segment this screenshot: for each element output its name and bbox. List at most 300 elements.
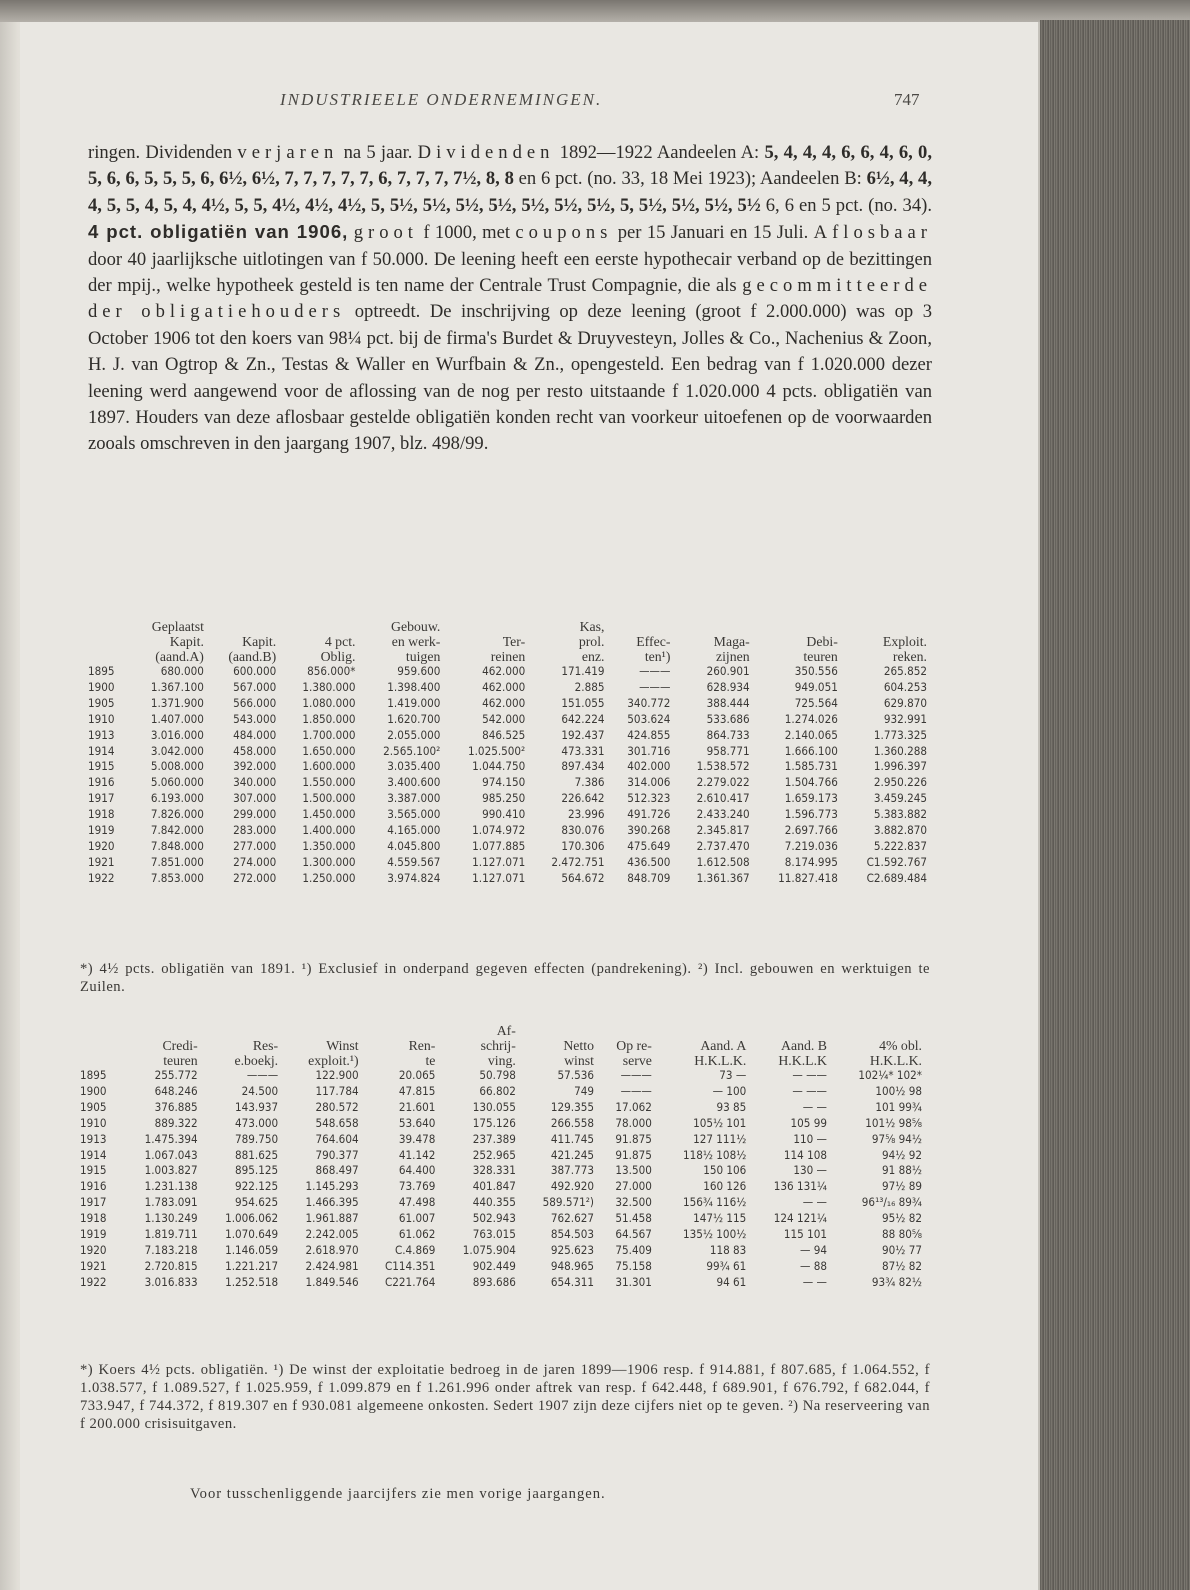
value-cell: 1.783.091	[144, 1195, 198, 1210]
value-cell: 1.666.100	[784, 743, 838, 758]
value-cell: 1.819.711	[144, 1227, 198, 1242]
column-header: serve	[622, 1053, 652, 1068]
value-cell: 266.558	[550, 1115, 594, 1130]
value-cell: 1.221.217	[225, 1258, 279, 1273]
value-cell: 2.720.815	[144, 1258, 198, 1273]
spaced-term: verjaren	[237, 142, 339, 163]
value-cell: 5.008.000	[150, 759, 204, 774]
table-row	[80, 1243, 925, 1259]
column-header: tuigen	[405, 649, 441, 664]
column-header	[841, 619, 930, 634]
value-cell: 4.559.567	[387, 854, 441, 869]
value-cell: 277.000	[233, 838, 277, 853]
value-cell: 156¾ 116½	[682, 1195, 747, 1210]
value-cell: 789.750	[235, 1131, 279, 1146]
value-cell: — 88	[799, 1258, 827, 1273]
year-cell: 1920	[88, 838, 115, 853]
value-cell: 763.015	[472, 1227, 516, 1242]
column-header	[597, 1023, 655, 1038]
value-cell: 350.556	[794, 664, 838, 678]
column-header	[753, 619, 841, 634]
value-cell: 102¼* 102*	[858, 1068, 922, 1082]
value-cell: C.4.869	[394, 1242, 436, 1257]
value-cell: 1.850.000	[302, 711, 356, 726]
value-cell: 567.000	[233, 679, 277, 694]
value-cell: 421.245	[550, 1147, 594, 1162]
table-body	[80, 1068, 925, 1291]
value-cell: 1.130.249	[144, 1211, 198, 1226]
column-header: (aand.B)	[228, 649, 277, 664]
text-run: en 6 pct. (no. 33, 18 Mei 1923); Aandeelen B:	[513, 168, 867, 190]
column-header: enz.	[581, 649, 605, 664]
value-cell: 2.055.000	[387, 727, 441, 742]
text-run: ringen. Dividenden	[88, 142, 238, 163]
year-cell: 1905	[80, 1099, 107, 1114]
value-cell: 87½ 82	[882, 1258, 922, 1273]
value-cell: — —	[802, 1274, 827, 1289]
header-row	[88, 649, 930, 664]
value-cell: 830.076	[561, 823, 605, 838]
value-cell: 90½ 77	[882, 1242, 922, 1257]
table-row	[88, 744, 930, 760]
value-cell: 897.434	[561, 759, 605, 774]
value-cell: 31.301	[615, 1274, 652, 1289]
value-cell: 7.853.000	[150, 870, 204, 885]
value-cell: 642.224	[561, 711, 605, 726]
dividend-list-a: 5, 4, 4, 4, 6, 6, 4, 6, 0, 5, 6, 6, 5, 5, 5, 6, 6½, 6½, 7, 7, 7, 7, 7, 6, 7, 7, 7, 7½, 8, 8	[88, 142, 932, 190]
value-cell: 1.620.700	[387, 711, 441, 726]
table-row	[80, 1227, 925, 1243]
book-page-edges	[1040, 20, 1190, 1590]
value-cell: 75.158	[615, 1258, 652, 1273]
value-cell: C221.764	[385, 1274, 436, 1289]
value-cell: 2.737.470	[696, 838, 750, 853]
value-cell: 436.500	[627, 854, 671, 869]
column-header	[88, 634, 128, 649]
value-cell: 1.371.900	[150, 695, 204, 710]
value-cell: 2.140.065	[784, 727, 838, 742]
table-row	[88, 823, 930, 839]
year-cell: 1895	[80, 1068, 107, 1082]
value-cell: 5.060.000	[150, 775, 204, 790]
value-cell: 881.625	[235, 1147, 279, 1162]
value-cell: 135½ 100½	[682, 1227, 747, 1242]
value-cell: 864.733	[706, 727, 750, 742]
value-cell: 226.642	[561, 791, 605, 806]
value-cell: 110 —	[793, 1131, 827, 1146]
value-cell: 88 80⅝	[882, 1227, 922, 1242]
year-cell: 1913	[88, 727, 115, 742]
value-cell: 3.387.000	[387, 791, 441, 806]
value-cell: 402.000	[627, 759, 671, 774]
column-header: 4 pct.	[324, 634, 356, 649]
value-cell: 147½ 115	[693, 1211, 747, 1226]
value-cell: 390.268	[627, 823, 671, 838]
value-cell: 543.000	[233, 711, 277, 726]
text-run: na 5 jaar.	[338, 142, 418, 163]
value-cell: 725.564	[794, 695, 838, 710]
table-row	[80, 1100, 925, 1116]
column-header: ving.	[487, 1053, 516, 1068]
value-cell: 948.965	[550, 1258, 594, 1273]
value-cell: 78.000	[615, 1115, 652, 1130]
value-cell: 654.311	[550, 1274, 594, 1289]
value-cell: 160 126	[703, 1179, 747, 1194]
value-cell: 96¹³/₁₆ 89¾	[861, 1195, 922, 1210]
value-cell: 387.773	[550, 1163, 594, 1178]
column-header: H.K.L.K	[778, 1053, 827, 1068]
value-cell: 299.000	[233, 807, 277, 822]
value-cell: — ——	[792, 1068, 827, 1082]
value-cell: 3.459.245	[873, 791, 927, 806]
value-cell: 64.400	[398, 1163, 436, 1178]
value-cell: 41.142	[398, 1147, 436, 1162]
value-cell: 895.125	[235, 1163, 279, 1178]
value-cell: 39.478	[398, 1131, 436, 1146]
spaced-term: Aflosbaar	[813, 222, 932, 244]
value-cell: — ——	[792, 1083, 827, 1098]
value-cell: 283.000	[233, 823, 277, 838]
text-run: per 15 Januari en 15 Juli.	[612, 222, 814, 244]
dividend-list-b: 6½, 4, 4, 4, 5, 5, 4, 5, 4, 4½, 5, 5, 4½, 4½, 4½, 5, 5½, 5½, 5½, 5½, 5½, 5½, 5½, 5, 5½, 5½, 5½, 5½	[88, 168, 932, 216]
value-cell: 424.855	[627, 727, 671, 742]
value-cell: 7.386	[574, 775, 605, 790]
year-cell: 1910	[88, 711, 115, 726]
column-header: H.K.L.K.	[869, 1053, 922, 1068]
table-row	[88, 680, 930, 696]
value-cell: 61.007	[398, 1211, 436, 1226]
value-cell: 93 85	[716, 1099, 747, 1114]
value-cell: 151.055	[561, 695, 605, 710]
value-cell: 604.253	[883, 679, 927, 694]
value-cell: 192.437	[561, 727, 605, 742]
value-cell: 1.145.293	[305, 1179, 359, 1194]
value-cell: 93¾ 82½	[871, 1274, 922, 1289]
column-header	[80, 1038, 120, 1053]
table-row	[88, 807, 930, 823]
value-cell: 1.380.000	[302, 679, 356, 694]
value-cell: 401.847	[472, 1179, 516, 1194]
section-heading: 4 pct. obligatiën van 1906,	[88, 221, 349, 243]
column-header	[608, 619, 674, 634]
column-header	[443, 619, 528, 634]
value-cell: 475.649	[627, 838, 671, 853]
text-run: 6, 6 en 5 pct. (no. 34).	[760, 194, 932, 216]
table-row	[80, 1163, 925, 1179]
value-cell: 32.500	[615, 1195, 652, 1210]
value-cell: 749	[574, 1083, 594, 1098]
value-cell: 1.003.827	[144, 1163, 198, 1178]
value-cell: 175.126	[472, 1115, 516, 1130]
value-cell: 5.222.837	[873, 838, 927, 853]
column-header: Debi-	[806, 634, 838, 649]
column-header: prol.	[578, 634, 605, 649]
value-cell: 117.784	[315, 1083, 359, 1098]
value-cell: — —	[802, 1099, 827, 1114]
value-cell: 1.450.000	[302, 807, 356, 822]
column-header: winst	[564, 1053, 594, 1068]
value-cell: 17.062	[615, 1099, 652, 1114]
value-cell: 75.409	[615, 1242, 652, 1257]
value-cell: 274.000	[233, 854, 277, 869]
value-cell: 440.355	[472, 1195, 516, 1210]
value-cell: 628.934	[706, 679, 750, 694]
value-cell: 1.127.071	[472, 854, 526, 869]
year-cell: 1916	[80, 1179, 107, 1194]
year-cell: 1919	[88, 823, 115, 838]
year-cell: 1900	[80, 1083, 107, 1098]
value-cell: C1.592.767	[866, 854, 927, 869]
value-cell: 314.006	[627, 775, 671, 790]
value-cell: 533.686	[706, 711, 750, 726]
value-cell: 3.042.000	[150, 743, 204, 758]
value-cell: 2.697.766	[784, 823, 838, 838]
table-row	[88, 759, 930, 775]
value-cell: 1.600.000	[302, 759, 356, 774]
value-cell: 3.974.824	[387, 870, 441, 885]
value-cell: 124 121¼	[773, 1211, 827, 1226]
column-header: Netto	[563, 1038, 594, 1053]
value-cell: — 100	[712, 1083, 747, 1098]
value-cell: 3.882.870	[873, 823, 927, 838]
value-cell: 1.475.394	[144, 1131, 198, 1146]
value-cell: 473.000	[235, 1115, 279, 1130]
value-cell: 7.826.000	[150, 807, 204, 822]
value-cell: 2.433.240	[696, 807, 750, 822]
value-cell: 954.625	[235, 1195, 279, 1210]
table-row	[80, 1068, 925, 1084]
year-cell: 1917	[88, 791, 115, 806]
value-cell: 57.536	[557, 1068, 594, 1082]
value-cell: 3.016.833	[144, 1274, 198, 1289]
column-header	[88, 649, 128, 664]
value-cell: 130.055	[472, 1099, 516, 1114]
value-cell: 764.604	[315, 1131, 359, 1146]
column-header: exploit.¹)	[308, 1053, 359, 1068]
value-cell: 411.745	[550, 1131, 594, 1146]
year-cell: 1914	[80, 1147, 107, 1162]
table-body	[88, 664, 930, 887]
value-cell: 990.410	[482, 807, 526, 822]
value-cell: 115 101	[783, 1227, 827, 1242]
value-cell: 143.937	[235, 1099, 279, 1114]
column-header: teuren	[163, 1053, 198, 1068]
header-row	[80, 1053, 925, 1068]
value-cell: 1.659.173	[784, 791, 838, 806]
value-cell: 171.419	[561, 664, 605, 678]
value-cell: 1.146.059	[225, 1242, 279, 1257]
column-header	[88, 619, 128, 634]
text-run: optreedt. De inschrijving op deze leening (groot f 2.000.000) was op 3 October 1906 tot den koers van 98¼ pct. bij de firma's Burdet & Druyvesteyn, Jolles & Co., Nachenius & Zoon, H. J. van Ogtrop & Zn., Testas & Waller en Wurfbain & Zn., opengesteld. Een bedrag van f 1.020.000 dezer leening werd aangewend voor de aflossing van de nog per resto uitstaande f 1.020.000 4 pcts. obligatiën van 1897. Houders van deze aflosbaar gestelde obligatiën konden recht van voorkeur uitoefenen op de voorwaarden zooals omschreven in den jaargang 1907, blz. 498/99.	[88, 301, 932, 455]
value-cell: 1.231.138	[144, 1179, 198, 1194]
column-header: (aand.A)	[155, 649, 204, 664]
value-cell: 3.016.000	[150, 727, 204, 742]
value-cell: 118 83	[709, 1242, 747, 1257]
value-cell: 1.849.546	[305, 1274, 359, 1289]
value-cell: 301.716	[627, 743, 671, 758]
column-header: Kapit.	[242, 634, 277, 649]
value-cell: 1.274.026	[784, 711, 838, 726]
text-run: f 1000, met	[417, 222, 516, 244]
year-cell: 1895	[88, 664, 115, 678]
value-cell: 1.075.904	[462, 1242, 516, 1257]
column-header: zijnen	[715, 649, 750, 664]
value-cell: 23.996	[568, 807, 605, 822]
table1-footnote: *) 4½ pcts. obligatiën van 1891. ¹) Exclusief in onderpand gegeven effecten (pandrekening). ²) Incl. gebouwen en werktuigen te Zuilen.	[80, 961, 930, 995]
body-paragraph	[88, 140, 932, 458]
column-header	[362, 1023, 439, 1038]
value-cell: 64.567	[615, 1227, 652, 1242]
value-cell: 462.000	[482, 679, 526, 694]
value-cell: 502.943	[472, 1211, 516, 1226]
value-cell: 47.815	[398, 1083, 436, 1098]
value-cell: 6.193.000	[150, 791, 204, 806]
value-cell: 3.400.600	[387, 775, 441, 790]
column-header: Maga-	[713, 634, 750, 649]
year-cell: 1914	[88, 743, 115, 758]
value-cell: 328.331	[472, 1163, 516, 1178]
value-cell: 4.045.800	[387, 838, 441, 853]
value-cell: 97½ 89	[882, 1179, 922, 1194]
column-header	[207, 619, 279, 634]
value-cell: 280.572	[315, 1099, 359, 1114]
value-cell: 1.398.400	[387, 679, 441, 694]
value-cell: 1.300.000	[302, 854, 356, 869]
value-cell: 255.772	[154, 1068, 198, 1082]
value-cell: 1.996.397	[873, 759, 927, 774]
column-header: Op re-	[616, 1038, 652, 1053]
column-header: ten¹)	[644, 649, 671, 664]
value-cell: ———	[246, 1068, 279, 1082]
value-cell: 114 108	[783, 1147, 827, 1162]
spaced-term: groot	[353, 222, 418, 244]
table-row	[88, 712, 930, 728]
value-cell: 2.279.022	[696, 775, 750, 790]
column-header: Effec-	[636, 634, 671, 649]
column-header: 4% obl.	[879, 1038, 922, 1053]
value-cell: 94½ 92	[882, 1147, 922, 1162]
year-cell: 1905	[88, 695, 115, 710]
value-cell: 959.600	[397, 664, 441, 678]
value-cell: 902.449	[472, 1258, 516, 1273]
table-row	[80, 1195, 925, 1211]
value-cell: 1.127.071	[472, 870, 526, 885]
table-row	[80, 1275, 925, 1291]
column-header: Winst	[326, 1038, 359, 1053]
year-cell: 1921	[88, 854, 115, 869]
value-cell: 260.901	[706, 664, 750, 678]
value-cell: 61.062	[398, 1227, 436, 1242]
value-cell: 922.125	[235, 1179, 279, 1194]
value-cell: 136 131¼	[773, 1179, 827, 1194]
column-header: Ter-	[502, 634, 526, 649]
value-cell: 7.842.000	[150, 823, 204, 838]
column-header	[201, 1023, 281, 1038]
value-cell: 2.950.226	[873, 775, 927, 790]
year-cell: 1917	[80, 1195, 107, 1210]
value-cell: 2.424.981	[305, 1258, 359, 1273]
column-header: schrij-	[480, 1038, 516, 1053]
value-cell: 893.686	[472, 1274, 516, 1289]
table-header	[80, 1023, 925, 1068]
value-cell: 1.025.500²	[467, 743, 526, 758]
value-cell: ———	[639, 679, 671, 694]
value-cell: 1.407.000	[150, 711, 204, 726]
value-cell: — —	[802, 1195, 827, 1210]
book-top-edge	[0, 0, 1190, 22]
value-cell: 1.585.731	[784, 759, 838, 774]
value-cell: 1.367.100	[150, 679, 204, 694]
value-cell: 3.565.000	[387, 807, 441, 822]
value-cell: 265.852	[883, 664, 927, 678]
value-cell: 932.991	[883, 711, 927, 726]
column-header: Kapit.	[169, 634, 204, 649]
value-cell: 3.035.400	[387, 759, 441, 774]
year-cell: 1920	[80, 1242, 107, 1257]
spaced-term: Dividenden	[417, 142, 555, 163]
column-header: Aand. B	[780, 1038, 827, 1053]
value-cell: 20.065	[398, 1068, 436, 1082]
value-cell: 340.772	[627, 695, 671, 710]
value-cell: 2.345.817	[696, 823, 750, 838]
column-header	[655, 1023, 749, 1038]
value-cell: 99¾ 61	[706, 1258, 747, 1273]
value-cell: 473.331	[561, 743, 605, 758]
value-cell: 7.219.036	[784, 838, 838, 853]
value-cell: 7.851.000	[150, 854, 204, 869]
balance-table	[88, 619, 930, 887]
column-header: reinen	[490, 649, 526, 664]
column-header: Res-	[252, 1038, 279, 1053]
value-cell: 1.006.062	[225, 1211, 279, 1226]
value-cell: 50.798	[479, 1068, 516, 1082]
value-cell: 105½ 101	[693, 1115, 747, 1130]
year-cell: 1918	[80, 1211, 107, 1226]
year-cell: 1922	[88, 870, 115, 885]
column-header: Ren-	[408, 1038, 436, 1053]
column-header: Aand. A	[700, 1038, 747, 1053]
value-cell: 564.672	[561, 870, 605, 885]
value-cell: 600.000	[233, 664, 277, 678]
table-header	[88, 619, 930, 664]
year-cell: 1915	[80, 1163, 107, 1178]
spaced-term: coupons	[515, 222, 613, 244]
value-cell: 848.709	[627, 870, 671, 885]
value-cell: 47.498	[398, 1195, 436, 1210]
value-cell: 1.500.000	[302, 791, 356, 806]
value-cell: 272.000	[233, 870, 277, 885]
value-cell: 8.174.995	[784, 854, 838, 869]
table2-footnote: *) Koers 4½ pcts. obligatiën. ¹) De winst der exploitatie bedroeg in de jaren 1899—1906 resp. f 914.881, f 807.685, f 1.064.552, f 1.038.577, f 1.089.527, f 1.025.959, f 1.099.879 en f 1.261.996 onder aftrek van resp. f 642.448, f 689.901, f 676.792, f 682.044, f 733.947, f 744.372, f 819.307 en f 930.081 algemeene onkosten. Sedert 1907 zijn deze cijfers niet op te geven. ²) Na reserveering van f 200.000 crisisuitgaven.	[80, 1362, 930, 1432]
value-cell: 1.612.508	[696, 854, 750, 869]
value-cell: 97⅝ 94½	[871, 1131, 922, 1146]
value-cell: 53.640	[398, 1115, 436, 1130]
value-cell: 762.627	[550, 1211, 594, 1226]
value-cell: 680.000	[160, 664, 204, 678]
table-row	[80, 1179, 925, 1195]
column-header: te	[425, 1053, 436, 1068]
column-header: e.boekj.	[234, 1053, 279, 1068]
value-cell: 7.183.218	[144, 1242, 198, 1257]
value-cell: ———	[620, 1068, 652, 1082]
value-cell: 27.000	[615, 1179, 652, 1194]
value-cell: 889.322	[154, 1115, 198, 1130]
column-header	[749, 1023, 830, 1038]
value-cell: 2.618.970	[305, 1242, 359, 1257]
year-cell: 1918	[88, 807, 115, 822]
column-header: Af-	[496, 1023, 516, 1038]
value-cell: C114.351	[385, 1258, 436, 1273]
